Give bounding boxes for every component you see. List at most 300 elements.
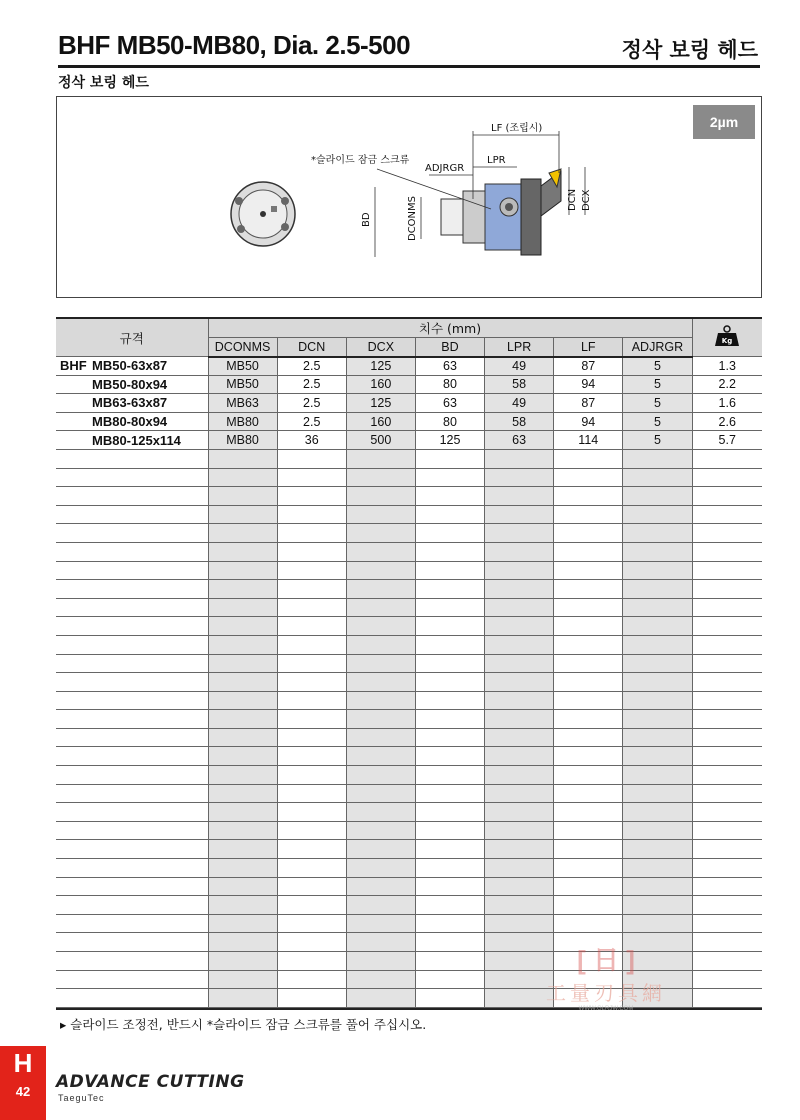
empty-cell	[554, 821, 623, 840]
empty-cell	[208, 561, 277, 580]
side-view	[441, 169, 561, 255]
value-cell: 2.5	[277, 394, 346, 413]
table-row	[56, 357, 762, 376]
value-cell: 87	[554, 357, 623, 376]
empty-cell	[277, 487, 346, 506]
empty-cell	[485, 654, 554, 673]
empty-cell	[208, 468, 277, 487]
empty-cell	[692, 877, 762, 896]
empty-cell	[346, 673, 415, 692]
spec-code: MB80-80x94	[92, 414, 168, 430]
empty-spec-cell	[56, 561, 208, 580]
empty-cell	[692, 449, 762, 468]
weight-cell: 2.2	[692, 375, 762, 394]
empty-spec-cell	[56, 468, 208, 487]
empty-cell	[208, 673, 277, 692]
empty-cell	[208, 821, 277, 840]
empty-cell	[554, 654, 623, 673]
value-cell: 49	[485, 394, 554, 413]
empty-spec-cell	[56, 635, 208, 654]
spec-cell	[56, 394, 208, 413]
empty-cell	[208, 449, 277, 468]
empty-cell	[208, 598, 277, 617]
empty-cell	[415, 449, 484, 468]
empty-cell	[554, 468, 623, 487]
empty-spec-cell	[56, 859, 208, 878]
empty-cell	[208, 505, 277, 524]
table-row	[56, 673, 762, 692]
empty-cell	[208, 580, 277, 599]
empty-cell	[554, 747, 623, 766]
value-cell: 80	[415, 412, 484, 431]
value-cell: 80	[415, 375, 484, 394]
empty-cell	[692, 933, 762, 952]
weight-header	[692, 318, 762, 357]
empty-cell	[485, 766, 554, 785]
empty-cell	[485, 580, 554, 599]
empty-cell	[277, 505, 346, 524]
column-header: LPR	[485, 338, 554, 357]
empty-cell	[415, 952, 484, 971]
empty-cell	[208, 487, 277, 506]
empty-cell	[623, 449, 692, 468]
empty-spec-cell	[56, 487, 208, 506]
empty-cell	[346, 747, 415, 766]
empty-cell	[554, 859, 623, 878]
precision-badge: 2µm	[693, 105, 755, 139]
empty-cell	[415, 989, 484, 1008]
empty-cell	[623, 487, 692, 506]
empty-cell	[692, 617, 762, 636]
table-row	[56, 896, 762, 915]
table-row	[56, 542, 762, 561]
empty-cell	[485, 505, 554, 524]
spec-code: MB80-125x114	[92, 432, 181, 448]
empty-spec-cell	[56, 952, 208, 971]
section-tab	[0, 1046, 46, 1120]
empty-cell	[692, 989, 762, 1008]
empty-cell	[485, 542, 554, 561]
empty-cell	[415, 859, 484, 878]
value-cell: 63	[415, 357, 484, 376]
empty-cell	[554, 635, 623, 654]
empty-cell	[415, 654, 484, 673]
page-title: BHF MB50-MB80, Dia. 2.5-500	[58, 30, 411, 60]
watermark-logo-icon: [ 日 ]	[577, 945, 635, 975]
empty-cell	[208, 747, 277, 766]
empty-cell	[692, 840, 762, 859]
empty-spec-cell	[56, 821, 208, 840]
empty-cell	[554, 598, 623, 617]
table-row	[56, 728, 762, 747]
empty-cell	[277, 747, 346, 766]
empty-cell	[346, 654, 415, 673]
label-dcn: DCN	[567, 188, 578, 211]
column-header: ADJRGR	[623, 338, 692, 357]
table-row	[56, 375, 762, 394]
value-cell: 125	[346, 357, 415, 376]
empty-cell	[415, 487, 484, 506]
table-row	[56, 691, 762, 710]
table-row	[56, 580, 762, 599]
value-cell: 114	[554, 431, 623, 450]
empty-cell	[277, 542, 346, 561]
empty-cell	[554, 505, 623, 524]
empty-cell	[208, 859, 277, 878]
empty-cell	[554, 914, 623, 933]
value-cell: 63	[485, 431, 554, 450]
empty-cell	[692, 524, 762, 543]
table-row	[56, 821, 762, 840]
empty-cell	[623, 691, 692, 710]
empty-cell	[346, 914, 415, 933]
empty-cell	[346, 877, 415, 896]
weight-icon	[714, 325, 740, 347]
empty-cell	[346, 524, 415, 543]
section-letter: H	[13, 1048, 33, 1078]
empty-cell	[692, 468, 762, 487]
empty-spec-cell	[56, 970, 208, 989]
table-row	[56, 914, 762, 933]
spec-code: MB50-80x94	[92, 376, 168, 392]
empty-cell	[415, 524, 484, 543]
empty-cell	[485, 710, 554, 729]
empty-cell	[623, 635, 692, 654]
value-cell: 2.5	[277, 357, 346, 376]
empty-cell	[277, 617, 346, 636]
column-header: DCX	[346, 338, 415, 357]
value-cell: 125	[346, 394, 415, 413]
empty-cell	[623, 896, 692, 915]
table-row	[56, 635, 762, 654]
empty-cell	[623, 877, 692, 896]
title-rule	[58, 65, 760, 68]
empty-cell	[623, 710, 692, 729]
empty-cell	[692, 747, 762, 766]
weight-cell: 1.3	[692, 357, 762, 376]
empty-cell	[692, 803, 762, 822]
empty-cell	[692, 710, 762, 729]
empty-cell	[554, 877, 623, 896]
empty-cell	[208, 691, 277, 710]
empty-cell	[346, 505, 415, 524]
empty-cell	[623, 766, 692, 785]
empty-spec-cell	[56, 673, 208, 692]
spec-header: 규격	[56, 318, 208, 357]
empty-cell	[623, 673, 692, 692]
empty-cell	[623, 598, 692, 617]
empty-cell	[346, 710, 415, 729]
empty-cell	[623, 803, 692, 822]
empty-cell	[277, 877, 346, 896]
empty-cell	[692, 914, 762, 933]
value-cell: 36	[277, 431, 346, 450]
empty-cell	[346, 970, 415, 989]
empty-cell	[277, 952, 346, 971]
value-cell: 87	[554, 394, 623, 413]
value-cell: 58	[485, 375, 554, 394]
empty-spec-cell	[56, 449, 208, 468]
empty-spec-cell	[56, 728, 208, 747]
empty-spec-cell	[56, 933, 208, 952]
empty-cell	[208, 617, 277, 636]
table-row	[56, 524, 762, 543]
weight-cell: 1.6	[692, 394, 762, 413]
empty-cell	[485, 840, 554, 859]
empty-cell	[415, 840, 484, 859]
empty-cell	[277, 561, 346, 580]
empty-cell	[346, 840, 415, 859]
empty-cell	[623, 784, 692, 803]
watermark-url: WWW.GLRJW.COM	[578, 1006, 634, 1012]
empty-cell	[623, 468, 692, 487]
empty-cell	[277, 803, 346, 822]
empty-cell	[692, 561, 762, 580]
empty-cell	[277, 821, 346, 840]
empty-cell	[554, 728, 623, 747]
empty-cell	[346, 617, 415, 636]
table-row	[56, 505, 762, 524]
empty-cell	[346, 784, 415, 803]
empty-cell	[208, 840, 277, 859]
empty-cell	[485, 468, 554, 487]
empty-cell	[277, 896, 346, 915]
empty-cell	[485, 914, 554, 933]
weight-cell: 5.7	[692, 431, 762, 450]
empty-cell	[692, 580, 762, 599]
value-cell: 94	[554, 375, 623, 394]
empty-cell	[277, 989, 346, 1008]
column-header: DCONMS	[208, 338, 277, 357]
empty-spec-cell	[56, 840, 208, 859]
empty-cell	[346, 952, 415, 971]
column-header: BD	[415, 338, 484, 357]
empty-cell	[208, 710, 277, 729]
empty-cell	[208, 933, 277, 952]
empty-cell	[692, 691, 762, 710]
empty-cell	[277, 691, 346, 710]
empty-spec-cell	[56, 710, 208, 729]
table-row	[56, 654, 762, 673]
empty-cell	[208, 877, 277, 896]
empty-spec-cell	[56, 654, 208, 673]
table-row	[56, 468, 762, 487]
value-cell: 5	[623, 375, 692, 394]
empty-cell	[277, 728, 346, 747]
value-cell: 5	[623, 394, 692, 413]
empty-cell	[277, 580, 346, 599]
empty-cell	[415, 710, 484, 729]
tool-diagram	[56, 96, 762, 298]
empty-spec-cell	[56, 598, 208, 617]
empty-cell	[554, 766, 623, 785]
brand-sub: TaeguTec	[58, 1093, 105, 1103]
empty-spec-cell	[56, 542, 208, 561]
table-row	[56, 449, 762, 468]
empty-cell	[415, 933, 484, 952]
empty-cell	[208, 635, 277, 654]
empty-cell	[623, 859, 692, 878]
empty-cell	[554, 691, 623, 710]
table-row	[56, 561, 762, 580]
empty-cell	[277, 766, 346, 785]
table-row	[56, 877, 762, 896]
empty-cell	[346, 691, 415, 710]
empty-cell	[692, 896, 762, 915]
empty-cell	[623, 821, 692, 840]
value-cell: MB50	[208, 375, 277, 394]
empty-cell	[277, 654, 346, 673]
empty-cell	[346, 598, 415, 617]
label-screw: *슬라이드 잠금 스크류	[311, 155, 410, 166]
empty-cell	[415, 673, 484, 692]
value-cell: MB80	[208, 431, 277, 450]
empty-cell	[346, 561, 415, 580]
empty-cell	[692, 635, 762, 654]
empty-spec-cell	[56, 617, 208, 636]
empty-cell	[554, 784, 623, 803]
empty-cell	[346, 542, 415, 561]
empty-cell	[277, 524, 346, 543]
table-row	[56, 598, 762, 617]
empty-cell	[415, 468, 484, 487]
empty-spec-cell	[56, 896, 208, 915]
empty-cell	[346, 933, 415, 952]
empty-cell	[692, 505, 762, 524]
table-row	[56, 710, 762, 729]
table-row	[56, 487, 762, 506]
empty-cell	[554, 487, 623, 506]
spec-cell	[56, 375, 208, 394]
empty-spec-cell	[56, 691, 208, 710]
table-row	[56, 617, 762, 636]
label-adjrgr: ADJRGR	[425, 163, 465, 174]
empty-cell	[554, 803, 623, 822]
empty-cell	[415, 877, 484, 896]
watermark-text: 工量刃具網	[546, 981, 666, 1005]
empty-cell	[277, 710, 346, 729]
empty-cell	[346, 635, 415, 654]
empty-cell	[415, 728, 484, 747]
empty-cell	[623, 617, 692, 636]
table-row	[56, 431, 762, 450]
page-title-korean: 정삭 보링 헤드	[621, 38, 758, 62]
empty-cell	[277, 635, 346, 654]
front-view	[231, 182, 295, 246]
empty-cell	[692, 654, 762, 673]
value-cell: MB50	[208, 357, 277, 376]
empty-cell	[623, 580, 692, 599]
spec-code: MB50-63x87	[92, 358, 168, 374]
empty-cell	[485, 617, 554, 636]
boring-head-drawing	[57, 97, 763, 299]
empty-spec-cell	[56, 784, 208, 803]
spec-cell	[56, 357, 208, 376]
empty-cell	[554, 561, 623, 580]
empty-cell	[692, 784, 762, 803]
empty-cell	[692, 952, 762, 971]
empty-cell	[208, 970, 277, 989]
empty-cell	[623, 505, 692, 524]
empty-cell	[485, 487, 554, 506]
empty-cell	[554, 673, 623, 692]
empty-cell	[415, 896, 484, 915]
empty-cell	[415, 784, 484, 803]
empty-cell	[277, 970, 346, 989]
empty-cell	[623, 524, 692, 543]
table-row	[56, 766, 762, 785]
value-cell: 500	[346, 431, 415, 450]
empty-cell	[415, 580, 484, 599]
empty-cell	[346, 580, 415, 599]
empty-cell	[346, 803, 415, 822]
empty-cell	[554, 449, 623, 468]
empty-cell	[415, 505, 484, 524]
value-cell: 94	[554, 412, 623, 431]
empty-cell	[485, 877, 554, 896]
empty-cell	[692, 598, 762, 617]
empty-cell	[623, 561, 692, 580]
empty-cell	[692, 673, 762, 692]
empty-cell	[277, 673, 346, 692]
spec-cell	[56, 431, 208, 450]
empty-cell	[277, 840, 346, 859]
empty-cell	[208, 914, 277, 933]
empty-cell	[277, 449, 346, 468]
empty-cell	[554, 542, 623, 561]
empty-cell	[485, 747, 554, 766]
empty-cell	[692, 542, 762, 561]
empty-cell	[346, 896, 415, 915]
empty-cell	[277, 468, 346, 487]
empty-spec-cell	[56, 803, 208, 822]
empty-cell	[692, 728, 762, 747]
empty-cell	[346, 449, 415, 468]
empty-cell	[485, 635, 554, 654]
empty-spec-cell	[56, 580, 208, 599]
value-cell: 5	[623, 357, 692, 376]
empty-cell	[415, 635, 484, 654]
column-header: DCN	[277, 338, 346, 357]
label-lpr: LPR	[487, 155, 506, 166]
empty-cell	[485, 821, 554, 840]
value-cell: 5	[623, 431, 692, 450]
empty-cell	[554, 524, 623, 543]
table-row	[56, 747, 762, 766]
value-cell: MB63	[208, 394, 277, 413]
empty-cell	[346, 821, 415, 840]
value-cell: 2.5	[277, 375, 346, 394]
empty-cell	[415, 617, 484, 636]
empty-cell	[415, 821, 484, 840]
empty-cell	[692, 970, 762, 989]
spec-code: MB63-63x87	[92, 395, 168, 411]
value-cell: 5	[623, 412, 692, 431]
empty-cell	[277, 784, 346, 803]
empty-cell	[554, 840, 623, 859]
empty-cell	[346, 989, 415, 1008]
empty-cell	[277, 859, 346, 878]
value-cell: 49	[485, 357, 554, 376]
value-cell: 160	[346, 412, 415, 431]
empty-cell	[346, 487, 415, 506]
value-cell: 58	[485, 412, 554, 431]
empty-cell	[485, 691, 554, 710]
watermark	[536, 940, 676, 1010]
empty-cell	[415, 747, 484, 766]
table-row	[56, 784, 762, 803]
value-cell: 63	[415, 394, 484, 413]
